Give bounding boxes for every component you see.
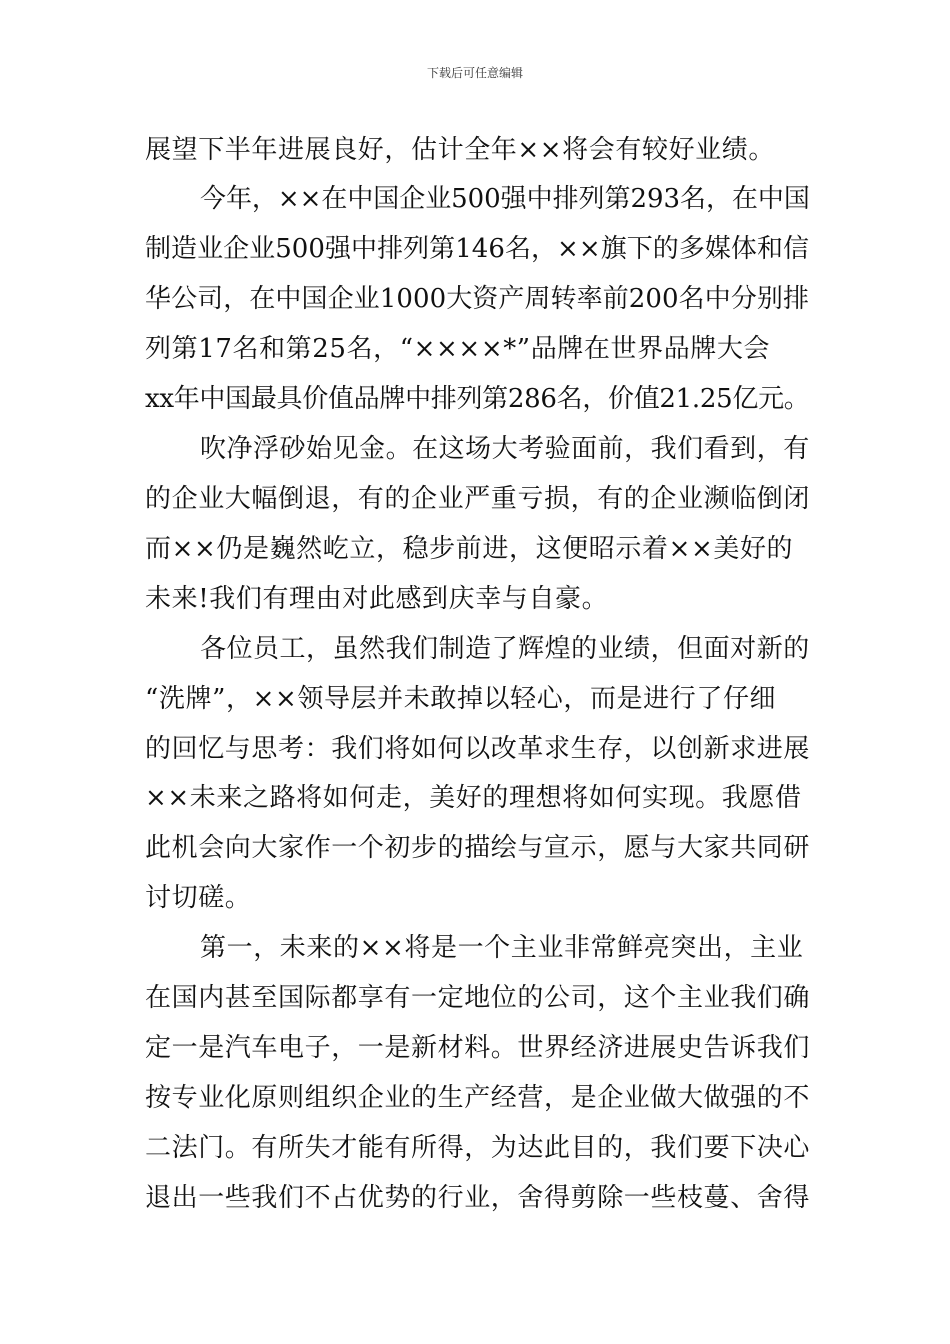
text-line: 按专业化原则组织企业的生产经营，是企业做大做强的不 <box>145 1083 811 1113</box>
text-line: 吹净浮砂始见金。在这场大考验面前，我们看到，有 <box>200 434 810 464</box>
text-line: 的回忆与思考：我们将如何以改革求生存，以创新求进展 <box>145 734 811 764</box>
text-line: 此机会向大家作一个初步的描绘与宣示，愿与大家共同研 <box>145 833 811 863</box>
text-line: “洗牌”，××领导层并未敢掉以轻心，而是进行了仔细 <box>145 684 777 714</box>
text-line: 在国内甚至国际都享有一定地位的公司，这个主业我们确 <box>145 983 811 1013</box>
text-line: 而××仍是巍然屹立，稳步前进，这便昭示着××美好的 <box>145 534 794 564</box>
text-line: xx年中国最具价值品牌中排列第286名，价值21.25亿元。 <box>145 384 810 414</box>
text-line: ××未来之路将如何走，美好的理想将如何实现。我愿借 <box>145 783 802 813</box>
text-line: 讨切磋。 <box>145 883 252 913</box>
text-line: 华公司，在中国企业1000大资产周转率前200名中分别排 <box>145 284 810 314</box>
text-line: 第一，未来的××将是一个主业非常鲜亮突出，主业 <box>200 933 804 963</box>
page-header: 下载后可任意编辑 <box>426 66 523 80</box>
text-line: 列第17名和第25名，“××××*”品牌在世界品牌大会 <box>145 334 771 364</box>
text-line: 展望下半年进展良好，估计全年××将会有较好业绩。 <box>145 135 775 165</box>
text-line: 制造业企业500强中排列第146名，××旗下的多媒体和信 <box>145 234 810 264</box>
text-line: 定一是汽车电子，一是新材料。世界经济进展史告诉我们 <box>145 1033 811 1063</box>
text-line: 二法门。有所失才能有所得，为达此目的，我们要下决心 <box>145 1133 811 1163</box>
text-line: 的企业大幅倒退，有的企业严重亏损，有的企业濒临倒闭 <box>145 484 811 514</box>
text-line: 未来!我们有理由对此感到庆幸与自豪。 <box>145 584 609 614</box>
text-line: 各位员工，虽然我们制造了辉煌的业绩，但面对新的 <box>200 634 810 664</box>
text-line: 退出一些我们不占优势的行业，舍得剪除一些枝蔓、舍得 <box>145 1183 811 1213</box>
text-line: 今年，××在中国企业500强中排列第293名，在中国 <box>200 184 810 214</box>
